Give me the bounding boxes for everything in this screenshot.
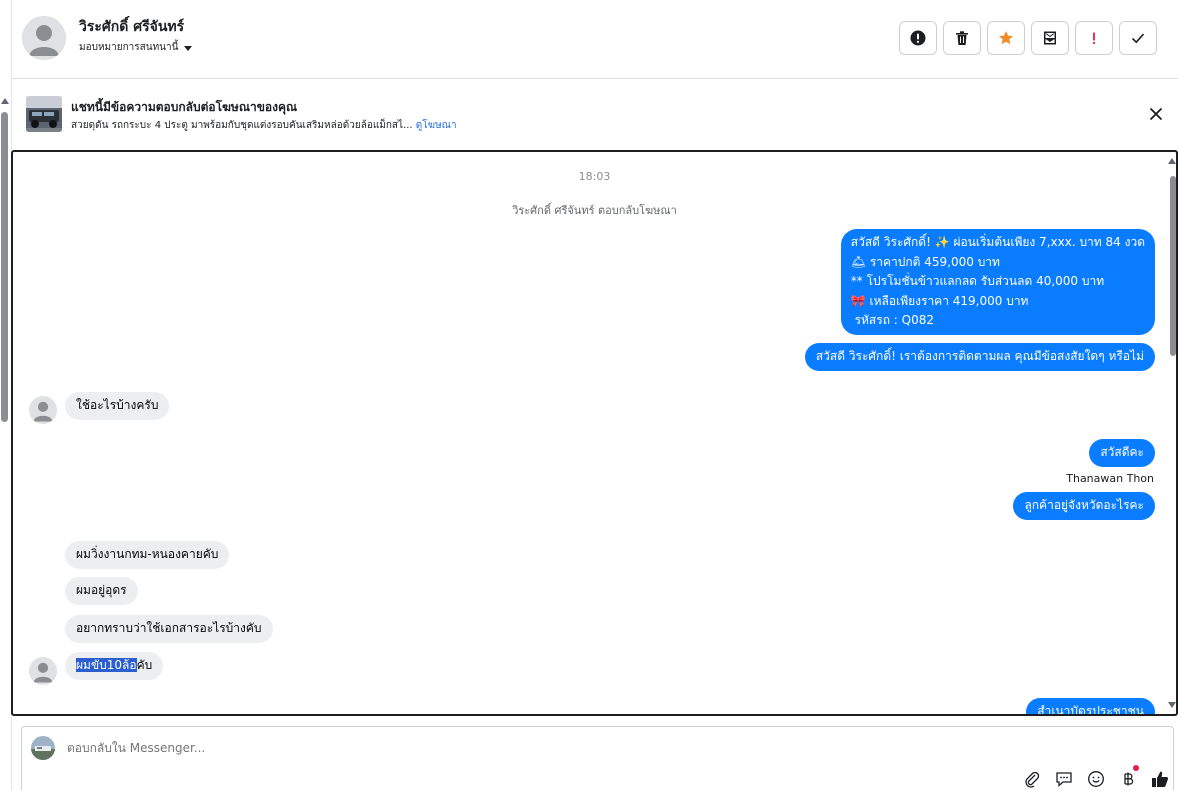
composer-actions [1023,770,1169,788]
message-line: 🎀 เหลือเพียงราคา 419,000 บาท [850,293,1029,308]
payment-button[interactable] [1119,770,1137,788]
check-icon [1130,30,1146,46]
saved-reply-icon[interactable] [1055,770,1073,788]
trash-icon [954,30,970,46]
sender-avatar[interactable] [29,657,57,685]
baht-icon [1119,770,1137,788]
report-button[interactable] [899,21,937,55]
emoji-icon[interactable] [1087,770,1105,788]
outgoing-message[interactable]: ลูกค้าอยู่จังหวัดอะไรคะ [1013,492,1155,520]
delete-button[interactable] [943,21,981,55]
outgoing-message[interactable]: สำเนาบัตรประชาชน [1026,698,1155,716]
scrollbar-thumb[interactable] [1,112,8,422]
close-icon[interactable] [1146,104,1166,124]
star-icon [998,30,1014,46]
reply-input[interactable] [67,741,667,755]
exclamation-icon [1086,30,1102,46]
system-note: วิระศักดิ์ ศรีจันทร์ ตอบกลับโฆษณา [512,204,677,217]
ad-reply-banner [12,80,1178,148]
mark-done-button[interactable] [1119,21,1157,55]
exclamation-circle-icon [910,30,926,46]
incoming-message[interactable]: ผมอยู่อุดร [65,577,138,605]
ad-description-text: สวยดุดัน รถกระบะ 4 ประตู มาพร้อมกับชุดแต่งรอบคันเสริมหล่อด้วยล้อแม็กสไ... [71,120,413,131]
scroll-up-arrow-icon[interactable] [1168,158,1176,164]
ad-truck-image [26,96,62,132]
message-line: 🛎 ราคาปกติ 459,000 บาท [850,254,1000,269]
selected-text: ผมขับ10ล้อ [76,658,137,672]
message-line: สวัสดี วิระศักดิ์! ✨ ผ่อนเริ่มต้นเพียง 7,xxx. บาท 84 งวด [850,235,1145,249]
like-icon[interactable] [1151,770,1169,788]
star-button[interactable] [987,21,1025,55]
notification-dot [1133,765,1139,771]
message-text: คับ [136,658,153,672]
incoming-message[interactable]: ใช้อะไรบ้างครับ [65,392,169,420]
follow-up-button[interactable] [1075,21,1113,55]
incoming-message[interactable] [65,652,163,680]
scroll-up-arrow-icon[interactable] [1,98,9,104]
assign-conversation-dropdown[interactable] [79,40,192,55]
page-avatar-image [31,736,55,760]
contact-avatar[interactable] [22,16,66,60]
message-line: ** โปรโมชั่นข้าวแลกลด รับส่วนลด 40,000 บาท [850,274,1105,288]
message-thread[interactable] [11,150,1178,716]
scrollbar-thumb[interactable] [1170,176,1176,356]
ad-thumbnail[interactable] [26,96,62,132]
ad-banner-description [71,118,457,133]
outgoing-message[interactable]: สวัสดีคะ [1089,439,1155,467]
conversation-header [12,0,1178,79]
outgoing-message[interactable]: สวัสดี วิระศักดิ์! เราต้องการติดตามผล คุณมีข้อสงสัยใดๆ หรือไม่ [805,343,1155,371]
view-ad-link[interactable]: ดูโฆษณา [415,120,457,131]
timestamp: 18:03 [578,170,611,183]
ad-banner-title: แชทนี้มีข้อความตอบกลับต่อโฆษณาของคุณ [71,100,298,114]
default-user-icon [22,16,66,60]
assign-label: มอบหมายการสนทนานี้ [79,42,179,53]
default-user-icon [29,396,57,424]
message-sender-name: Thanawan Thon [1066,472,1154,485]
paperclip-icon[interactable] [1023,770,1041,788]
caret-down-icon [184,46,192,51]
incoming-message[interactable]: ผมวิ่งงานกทม-หนองคายคับ [65,541,229,569]
reply-composer [21,726,1174,790]
outgoing-message[interactable] [841,229,1155,335]
incoming-message[interactable]: อยากทราบว่าใช้เอกสารอะไรบ้างคับ [65,615,273,643]
conversation-toolbar [899,21,1157,55]
mark-unread-button[interactable] [1031,21,1069,55]
page-avatar [31,736,55,760]
sender-avatar[interactable] [29,396,57,424]
message-line: รหัสรถ : Q082 [850,313,934,327]
default-user-icon [29,657,57,685]
scroll-down-arrow-icon[interactable] [1168,702,1176,708]
envelope-icon [1042,30,1058,46]
thread-scrollbar[interactable] [1168,152,1176,714]
contact-name[interactable]: วิระศักดิ์ ศรีจันทร์ [79,19,185,35]
